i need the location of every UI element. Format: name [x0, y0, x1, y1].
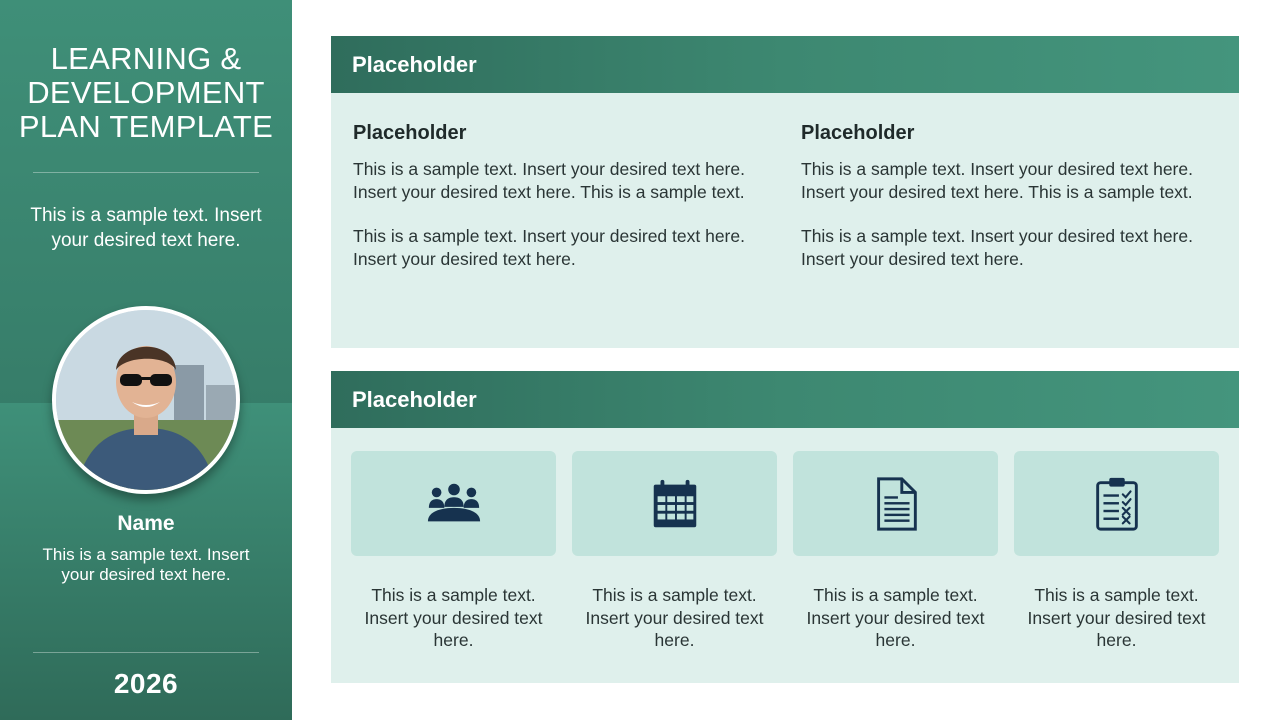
- card-row: [351, 451, 1221, 661]
- icon-card: [572, 451, 777, 556]
- card-text: This is a sample text. Insert your desired text here.: [1027, 585, 1206, 650]
- person-description: This is a sample text. Insert your desired text here.: [42, 545, 250, 584]
- top-column-1: [353, 122, 783, 292]
- bottom-panel: [331, 371, 1239, 683]
- top-panel: [331, 36, 1239, 348]
- column-title: Placeholder: [801, 122, 915, 144]
- sidebar-description: This is a sample text. Insert your desired text here.: [30, 205, 262, 251]
- card-calendar: [572, 451, 777, 652]
- card-checklist: [1014, 451, 1219, 652]
- person-photo: [56, 310, 236, 490]
- column-paragraph: This is a sample text. Insert your desired text here. Insert your desired text here. This is a sample text.: [353, 159, 745, 202]
- column-paragraph: This is a sample text. Insert your desired text here. Insert your desired text here.: [801, 226, 1193, 269]
- top-column-2: [801, 122, 1231, 292]
- column-paragraph: This is a sample text. Insert your desired text here. Insert your desired text here. This is a sample text.: [801, 159, 1193, 202]
- top-panel-header: Placeholder: [331, 36, 1239, 93]
- icon-card: [351, 451, 556, 556]
- column-paragraph: This is a sample text. Insert your desired text here. Insert your desired text here.: [353, 226, 745, 269]
- card-team: [351, 451, 556, 652]
- calendar-icon: [646, 475, 704, 533]
- sidebar-title: LEARNING & DEVELOPMENT PLAN TEMPLATE: [18, 41, 274, 144]
- sidebar: [0, 0, 292, 720]
- sidebar-divider-top: [33, 172, 259, 173]
- card-text: This is a sample text. Insert your desired text here.: [585, 585, 764, 650]
- team-icon: [425, 475, 483, 533]
- icon-card: [793, 451, 998, 556]
- card-text: This is a sample text. Insert your desired text here.: [806, 585, 985, 650]
- column-title: Placeholder: [353, 122, 467, 144]
- checklist-icon: [1088, 475, 1146, 533]
- card-document: [793, 451, 998, 652]
- document-icon: [867, 475, 925, 533]
- year: 2026: [113, 668, 179, 699]
- avatar: [52, 306, 240, 494]
- icon-card: [1014, 451, 1219, 556]
- person-name: Name: [117, 512, 175, 535]
- card-text: This is a sample text. Insert your desired text here.: [364, 585, 543, 650]
- bottom-panel-header: Placeholder: [331, 371, 1239, 428]
- sidebar-divider-bottom: [33, 652, 259, 653]
